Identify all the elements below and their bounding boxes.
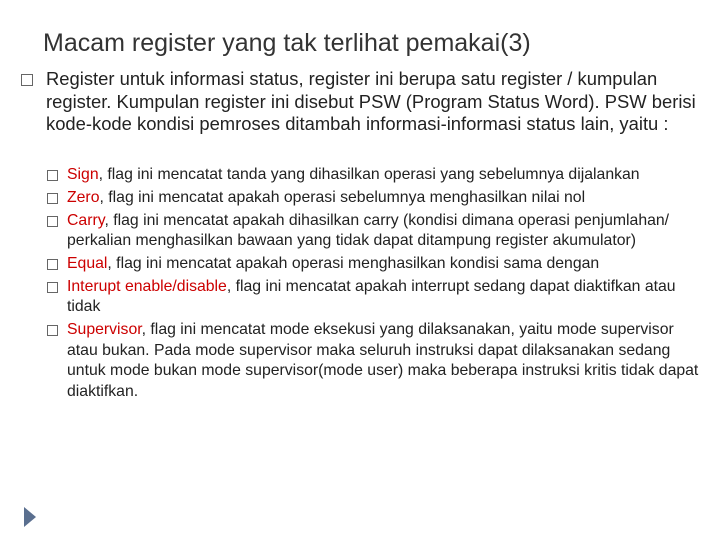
square-bullet-icon [47, 325, 58, 336]
square-bullet-icon [47, 193, 58, 204]
main-bullet-text: Register untuk informasi status, register ini berupa satu register / kumpulan register. Kumpulan register ini disebut PSW (Program Status Word). PSW berisi kode-kode kondisi pemroses ditambah informasi-informasi status lain, yaitu : [46, 68, 696, 134]
flag-description: , flag ini mencatat mode eksekusi yang dilaksanakan, yaitu mode supervisor atau bukan. Pada mode supervisor maka seluruh instruksi dapat dilaksanakan sedang untuk mode bukan mode supervisor(mode user) maka beberapa instruksi kritis tidak dapat diaktifkan. [67, 321, 699, 400]
square-bullet-icon [21, 74, 33, 86]
flag-item-supervisor [47, 320, 707, 402]
flag-item-sign [47, 165, 707, 185]
flag-description: , flag ini mencatat apakah operasi sebelumnya menghasilkan nilai nol [99, 188, 586, 206]
flag-description: , flag ini mencatat apakah interrupt sedang dapat diaktifkan atau tidak [67, 278, 676, 316]
flag-term: Sign [67, 166, 99, 183]
flag-item-zero [47, 188, 707, 208]
flag-description: , flag ini mencatat apakah dihasilkan carry (kondisi dimana operasi penjumlahan/ perkalian menghasilkan bawaan yang tidak dapat ditampung register akumulator) [67, 211, 670, 250]
flag-term: Interupt enable/disable [67, 278, 227, 296]
square-bullet-icon [47, 282, 58, 293]
flag-term: Carry [67, 211, 105, 229]
flag-description: , flag ini mencatat tanda yang dihasilkan operasi yang sebelumnya dijalankan [98, 166, 640, 183]
flag-term: Zero [67, 188, 100, 206]
flag-term: Equal [67, 255, 108, 273]
square-bullet-icon [47, 216, 58, 227]
main-bullet [20, 68, 700, 136]
flag-description: , flag ini mencatat apakah operasi menghasilkan kondisi sama dengan [107, 255, 600, 273]
square-bullet-icon [47, 170, 58, 181]
square-bullet-icon [47, 259, 58, 270]
flag-list [47, 165, 707, 404]
flag-item-interrupt [47, 277, 707, 318]
slide-title: Macam register yang tak terlihat pemakai(3) [43, 29, 531, 57]
flag-term: Supervisor [67, 321, 142, 339]
triangle-arrow-icon[interactable] [24, 507, 36, 527]
flag-item-equal [47, 254, 707, 274]
flag-item-carry [47, 211, 707, 252]
